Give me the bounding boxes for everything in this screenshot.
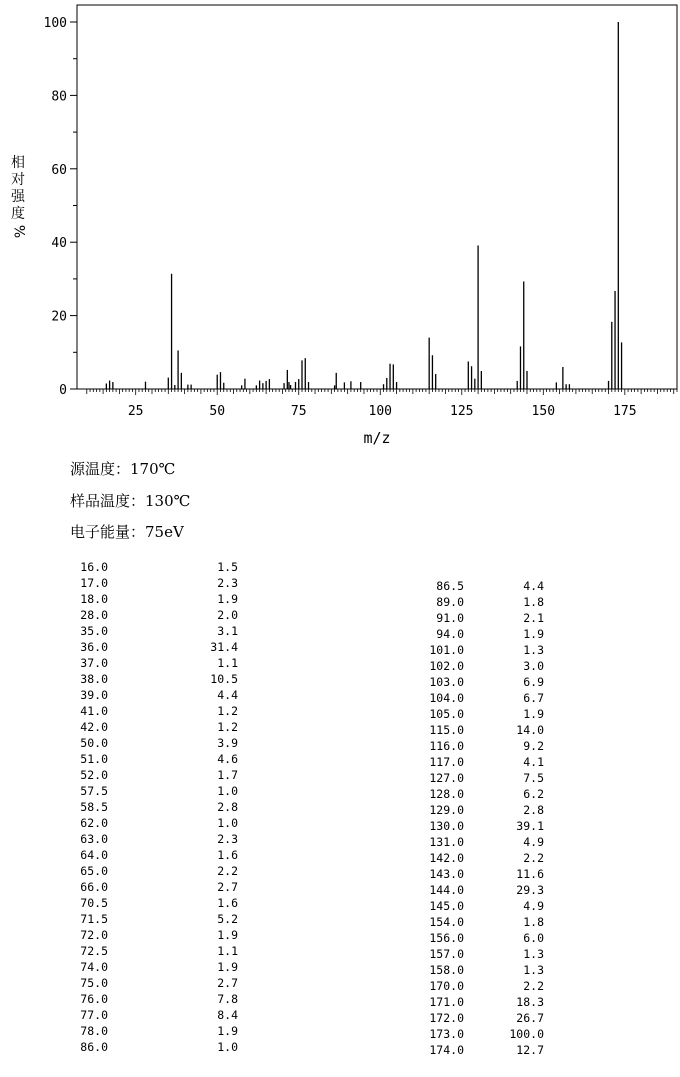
peak-row: [50, 687, 250, 703]
peak-row: [50, 1023, 250, 1039]
peak-row: [380, 690, 580, 706]
peak-mz: 158.0: [429, 963, 464, 977]
peak-mz: 104.0: [429, 691, 464, 705]
peak-row: [380, 674, 580, 690]
peak-intensity: 1.9: [523, 627, 544, 641]
peak-intensity: 31.4: [210, 640, 238, 654]
peak-row: [50, 655, 250, 671]
peak-row: [50, 895, 250, 911]
peak-mz: 157.0: [429, 947, 464, 961]
peak-mz: 102.0: [429, 659, 464, 673]
peak-mz: 70.5: [80, 896, 108, 910]
peak-row: [50, 767, 250, 783]
peak-mz: 41.0: [80, 704, 108, 718]
peak-mz: 64.0: [80, 848, 108, 862]
peak-mz: 72.0: [80, 928, 108, 942]
x-axis-ticks: [87, 389, 677, 419]
peak-mz: 128.0: [429, 787, 464, 801]
peak-mz: 86.0: [80, 1040, 108, 1054]
peak-mz: 131.0: [429, 835, 464, 849]
peak-row: [50, 815, 250, 831]
peak-mz: 35.0: [80, 624, 108, 638]
peak-row: [50, 719, 250, 735]
peak-intensity: 9.2: [523, 739, 544, 753]
peak-intensity: 1.3: [523, 643, 544, 657]
peak-intensity: 29.3: [516, 883, 544, 897]
peak-row: [50, 735, 250, 751]
peak-row: [50, 559, 250, 575]
peak-mz: 77.0: [80, 1008, 108, 1022]
peak-mz: 42.0: [80, 720, 108, 734]
peak-mz: 173.0: [429, 1027, 464, 1041]
peak-mz: 142.0: [429, 851, 464, 865]
peak-intensity: 10.5: [210, 672, 238, 686]
peak-intensity: 1.0: [217, 1040, 238, 1054]
peak-intensity: 6.7: [523, 691, 544, 705]
peak-mz: 94.0: [436, 627, 464, 641]
y-axis-unit: %: [10, 224, 27, 239]
x-tick-label: 50: [209, 404, 226, 419]
peak-mz: 38.0: [80, 672, 108, 686]
peak-row: [50, 927, 250, 943]
peak-row: [380, 754, 580, 770]
y-tick-label: 20: [51, 309, 67, 325]
peak-row: [380, 770, 580, 786]
peak-row: [380, 786, 580, 802]
peak-intensity: 1.7: [217, 768, 238, 782]
peak-mz: 36.0: [80, 640, 108, 654]
peak-intensity: 6.9: [523, 675, 544, 689]
peak-intensity: 4.9: [523, 835, 544, 849]
peak-row: [50, 847, 250, 863]
peak-row: [50, 575, 250, 591]
peak-intensity: 26.7: [516, 1011, 544, 1025]
x-tick-label: 125: [450, 404, 474, 419]
peak-row: [380, 722, 580, 738]
peak-row: [50, 623, 250, 639]
peak-intensity: 1.3: [523, 963, 544, 977]
x-axis-label: m/z: [363, 429, 391, 447]
peak-mz: 101.0: [429, 643, 464, 657]
peak-row: [380, 834, 580, 850]
peak-mz: 116.0: [429, 739, 464, 753]
peak-mz: 170.0: [429, 979, 464, 993]
peak-intensity: 11.6: [516, 867, 544, 881]
peak-intensity: 1.0: [217, 784, 238, 798]
y-axis-label-text: 相对强度: [11, 155, 25, 222]
peak-row: [380, 1010, 580, 1026]
peak-mz: 129.0: [429, 803, 464, 817]
peak-row: [50, 991, 250, 1007]
peak-intensity: 6.2: [523, 787, 544, 801]
peak-intensity: 2.2: [523, 979, 544, 993]
peak-intensity: 4.9: [523, 899, 544, 913]
peak-mz: 145.0: [429, 899, 464, 913]
peak-intensity: 5.2: [217, 912, 238, 926]
peak-mz: 172.0: [429, 1011, 464, 1025]
peak-intensity: 2.0: [217, 608, 238, 622]
peak-row: [380, 1026, 580, 1042]
peak-row: [50, 607, 250, 623]
peak-row: [380, 962, 580, 978]
plot-frame: [77, 5, 677, 389]
peak-intensity: 4.1: [523, 755, 544, 769]
peak-mz: 144.0: [429, 883, 464, 897]
peak-row: [380, 578, 580, 594]
peak-row: [380, 594, 580, 610]
peak-mz: 71.5: [80, 912, 108, 926]
peak-row: [380, 898, 580, 914]
peak-intensity: 1.3: [523, 947, 544, 961]
peak-intensity: 2.8: [523, 803, 544, 817]
peak-intensity: 7.5: [523, 771, 544, 785]
peak-mz: 127.0: [429, 771, 464, 785]
peak-mz: 105.0: [429, 707, 464, 721]
peak-intensity: 4.6: [217, 752, 238, 766]
peak-mz: 78.0: [80, 1024, 108, 1038]
peak-mz: 75.0: [80, 976, 108, 990]
peak-row: [380, 1042, 580, 1058]
peak-intensity: 1.9: [523, 707, 544, 721]
peak-intensity: 8.4: [217, 1008, 238, 1022]
peak-intensity: 2.7: [217, 880, 238, 894]
peak-intensity: 2.1: [523, 611, 544, 625]
peak-intensity: 18.3: [516, 995, 544, 1009]
peak-row: [380, 626, 580, 642]
peak-intensity: 1.9: [217, 1024, 238, 1038]
electron-energy: 电子能量：75eV: [70, 523, 184, 541]
peak-intensity: 3.9: [217, 736, 238, 750]
peak-intensity: 6.0: [523, 931, 544, 945]
peak-mz: 89.0: [436, 595, 464, 609]
peak-row: [380, 738, 580, 754]
peak-row: [380, 850, 580, 866]
peak-mz: 63.0: [80, 832, 108, 846]
peak-row: [50, 1039, 250, 1055]
peak-row: [50, 1007, 250, 1023]
peak-row: [380, 994, 580, 1010]
peak-mz: 91.0: [436, 611, 464, 625]
peak-mz: 52.0: [80, 768, 108, 782]
y-tick-label: 60: [51, 162, 67, 178]
peak-row: [50, 943, 250, 959]
sample-temperature: 样品温度：130℃: [70, 492, 191, 510]
peak-mz: 51.0: [80, 752, 108, 766]
peak-row: [380, 610, 580, 626]
peak-mz: 74.0: [80, 960, 108, 974]
peak-intensity: 2.2: [523, 851, 544, 865]
peak-mz: 86.5: [436, 579, 464, 593]
peak-row: [50, 975, 250, 991]
peak-intensity: 1.9: [217, 592, 238, 606]
peak-mz: 28.0: [80, 608, 108, 622]
peak-row: [50, 671, 250, 687]
peak-row: [50, 879, 250, 895]
peak-row: [380, 818, 580, 834]
peak-intensity: 1.8: [523, 915, 544, 929]
peak-table-right: [380, 578, 580, 1058]
peak-row: [50, 911, 250, 927]
peak-mz: 143.0: [429, 867, 464, 881]
peak-mz: 154.0: [429, 915, 464, 929]
peak-mz: 76.0: [80, 992, 108, 1006]
peak-mz: 58.5: [80, 800, 108, 814]
peak-mz: 103.0: [429, 675, 464, 689]
peak-intensity: 1.2: [217, 720, 238, 734]
x-tick-label: 75: [290, 404, 307, 419]
peak-row: [50, 959, 250, 975]
peak-intensity: 2.2: [217, 864, 238, 878]
peak-mz: 65.0: [80, 864, 108, 878]
x-tick-label: 25: [127, 404, 144, 419]
peak-mz: 18.0: [80, 592, 108, 606]
peak-row: [50, 799, 250, 815]
peak-row: [50, 639, 250, 655]
peak-row: [380, 930, 580, 946]
peak-mz: 37.0: [80, 656, 108, 670]
y-axis-label: [9, 155, 27, 240]
peak-intensity: 1.5: [217, 560, 238, 574]
peak-mz: 115.0: [429, 723, 464, 737]
peak-intensity: 1.2: [217, 704, 238, 718]
peak-table-left: [50, 559, 250, 1055]
peak-row: [50, 703, 250, 719]
peak-row: [380, 802, 580, 818]
peak-intensity: 2.7: [217, 976, 238, 990]
peak-row: [50, 863, 250, 879]
peak-intensity: 1.6: [217, 848, 238, 862]
peak-intensity: 1.9: [217, 928, 238, 942]
peak-row: [380, 978, 580, 994]
peak-row: [380, 914, 580, 930]
peak-bars: [106, 22, 621, 389]
peak-intensity: 2.3: [217, 576, 238, 590]
peak-mz: 66.0: [80, 880, 108, 894]
peak-intensity: 12.7: [516, 1043, 544, 1057]
peak-row: [50, 591, 250, 607]
peak-intensity: 2.8: [217, 800, 238, 814]
peak-intensity: 2.3: [217, 832, 238, 846]
mass-spectrum-chart: [0, 0, 680, 450]
peak-mz: 117.0: [429, 755, 464, 769]
y-tick-label: 0: [59, 383, 67, 398]
peak-intensity: 3.1: [217, 624, 238, 638]
x-tick-label: 100: [368, 404, 393, 419]
y-tick-label: 40: [51, 236, 67, 252]
peak-intensity: 4.4: [523, 579, 544, 593]
y-tick-label: 80: [51, 89, 67, 105]
peak-row: [50, 831, 250, 847]
peak-mz: 50.0: [80, 736, 108, 750]
peak-intensity: 1.1: [217, 944, 238, 958]
peak-intensity: 100.0: [509, 1027, 544, 1041]
peak-mz: 156.0: [429, 931, 464, 945]
peak-mz: 130.0: [429, 819, 464, 833]
peak-intensity: 39.1: [516, 819, 544, 833]
peak-mz: 39.0: [80, 688, 108, 702]
peak-intensity: 1.9: [217, 960, 238, 974]
peak-row: [50, 783, 250, 799]
peak-mz: 17.0: [80, 576, 108, 590]
y-tick-label: 100: [43, 16, 67, 31]
y-axis-ticks: [44, 16, 77, 398]
peak-intensity: 1.6: [217, 896, 238, 910]
peak-mz: 57.5: [80, 784, 108, 798]
peak-mz: 72.5: [80, 944, 108, 958]
peak-row: [380, 946, 580, 962]
peak-mz: 171.0: [429, 995, 464, 1009]
x-tick-label: 150: [531, 404, 556, 419]
peak-intensity: 1.0: [217, 816, 238, 830]
source-temperature: 源温度：170℃: [70, 460, 176, 478]
peak-intensity: 1.1: [217, 656, 238, 670]
peak-intensity: 14.0: [516, 723, 544, 737]
peak-row: [380, 882, 580, 898]
peak-row: [380, 866, 580, 882]
peak-mz: 62.0: [80, 816, 108, 830]
peak-row: [380, 706, 580, 722]
peak-intensity: 3.0: [523, 659, 544, 673]
peak-row: [380, 658, 580, 674]
peak-mz: 174.0: [429, 1043, 464, 1057]
x-tick-label: 175: [613, 404, 637, 419]
peak-intensity: 1.8: [523, 595, 544, 609]
peak-intensity: 7.8: [217, 992, 238, 1006]
peak-intensity: 4.4: [217, 688, 238, 702]
peak-mz: 16.0: [80, 560, 108, 574]
peak-row: [50, 751, 250, 767]
peak-row: [380, 642, 580, 658]
